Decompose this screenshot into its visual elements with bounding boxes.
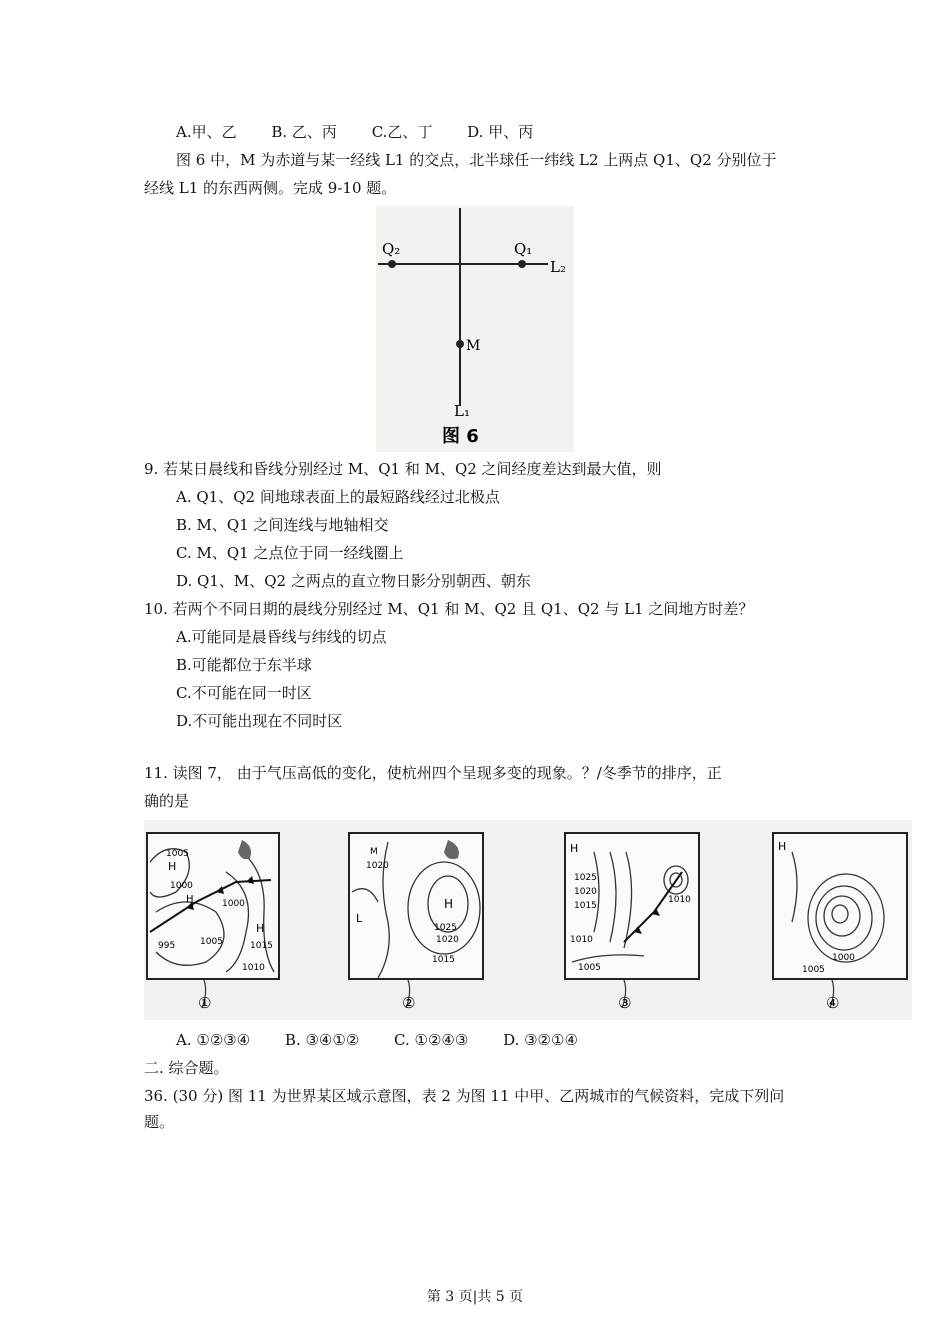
weather-map-2: [348, 832, 488, 1016]
q10-stem: 10. 若两个不同日期的晨线分别经过 M、Q1 和 M、Q2 且 Q1、Q2 与 L1 之间地方时差？: [144, 600, 754, 618]
label-m: M: [466, 338, 481, 354]
q9-option-c: C. M、Q1 之点位于同一经线圈上: [176, 544, 404, 562]
weather-map-1-svg: [146, 832, 282, 1012]
point-m: [456, 340, 464, 348]
m2-label-5: 1025: [434, 923, 457, 933]
figure-6-diagram: [376, 206, 574, 452]
m2-label-2: 1020: [366, 861, 389, 871]
m1-label-1: 1005: [166, 849, 189, 859]
label-l2: L₂: [550, 258, 566, 276]
m1-label-10: 1010: [242, 963, 265, 973]
m1-label-2: H: [168, 860, 177, 873]
q36-stem-line1: 36. (30 分) 图 11 为世界某区域示意图，表 2 为图 11 中甲、乙两城市的气候资料，完成下列问: [144, 1087, 785, 1105]
q10-option-d: D.不可能出现在不同时区: [176, 712, 343, 730]
weather-map-3-caption: ③: [618, 994, 632, 1012]
figure-6-caption: 图 6: [442, 426, 479, 447]
label-q1: Q₁: [514, 240, 533, 258]
weather-map-4-svg: [772, 832, 912, 1012]
m3-label-3: 1020: [574, 887, 597, 897]
q11-options: A. ①②③④ B. ③④①② C. ①②④③ D. ③②①④: [176, 1031, 578, 1049]
q8-options: A.甲、乙 B. 乙、丙 C.乙、丁 D. 甲、丙: [176, 123, 534, 141]
m4-label-1: H: [778, 840, 787, 853]
weather-map-2-svg: [348, 832, 488, 1012]
m1-label-4: H: [186, 894, 194, 905]
label-q2: Q₂: [382, 240, 401, 258]
label-l1: L₁: [454, 402, 470, 420]
q36-stem-line2: 题。: [144, 1113, 175, 1131]
weather-map-3: [564, 832, 704, 1016]
figure-6: [376, 206, 574, 452]
m3-label-6: 1010: [668, 895, 691, 905]
weather-map-1-caption: ①: [198, 994, 212, 1012]
m3-label-4: 1015: [574, 901, 597, 911]
q11-stem-line1: 11. 读图 7， 由于气压高低的变化，使杭州四个呈现多变的现象。？/冬季节的排序，正: [144, 764, 722, 782]
m3-label-5: 1010: [570, 935, 593, 945]
m1-label-5: 1000: [222, 899, 245, 909]
m1-label-6: 995: [158, 941, 176, 951]
m2-label-3: L: [356, 912, 363, 925]
m3-label-1: H: [570, 842, 579, 855]
q9-option-d: D. Q1、M、Q2 之两点的直立物日影分别朝西、朝东: [176, 572, 531, 590]
m2-label-1: M: [370, 847, 378, 857]
q11-stem-line2: 确的是: [144, 792, 190, 810]
m2-label-6: 1020: [436, 935, 459, 945]
m1-label-9: 1015: [250, 941, 273, 951]
m2-label-4: H: [444, 897, 454, 911]
point-q2: [388, 260, 396, 268]
point-q1: [518, 260, 526, 268]
m3-label-7: 1005: [578, 963, 601, 973]
page-footer: 第 3 页|共 5 页: [426, 1289, 524, 1305]
fig6-intro-line1: 图 6 中，M 为赤道与某一经线 L1 的交点，北半球任一纬线 L2 上两点 Q1、Q2 分别位于: [176, 151, 777, 169]
fig6-intro-line2: 经线 L1 的东西两侧。完成 9-10 题。: [144, 179, 397, 197]
figure-7-weather-maps: [144, 820, 912, 1020]
m4-label-2: 1005: [802, 965, 825, 975]
weather-map-2-caption: ②: [402, 994, 416, 1012]
m4-label-3: 1000: [832, 953, 855, 963]
q10-option-a: A.可能同是晨昏线与纬线的切点: [176, 628, 387, 646]
weather-map-4: [772, 832, 912, 1016]
m2-label-7: 1015: [432, 955, 455, 965]
q10-option-b: B.可能都位于东半球: [176, 656, 312, 674]
m1-label-8: H: [256, 922, 265, 935]
weather-map-4-caption: ④: [826, 994, 840, 1012]
m1-label-3: 1000: [170, 881, 193, 891]
q9-option-a: A. Q1、Q2 间地球表面上的最短路线经过北极点: [176, 488, 500, 506]
weather-map-3-svg: [564, 832, 704, 1012]
m1-label-7: 1005: [200, 937, 223, 947]
section2-heading: 二. 综合题。: [144, 1059, 229, 1077]
weather-map-1: [146, 832, 282, 1016]
m3-label-2: 1025: [574, 873, 597, 883]
q9-option-b: B. M、Q1 之间连线与地轴相交: [176, 516, 389, 534]
q10-option-c: C.不可能在同一时区: [176, 684, 312, 702]
q9-stem: 9. 若某日晨线和昏线分别经过 M、Q1 和 M、Q2 之间经度差达到最大值，则: [144, 460, 662, 478]
